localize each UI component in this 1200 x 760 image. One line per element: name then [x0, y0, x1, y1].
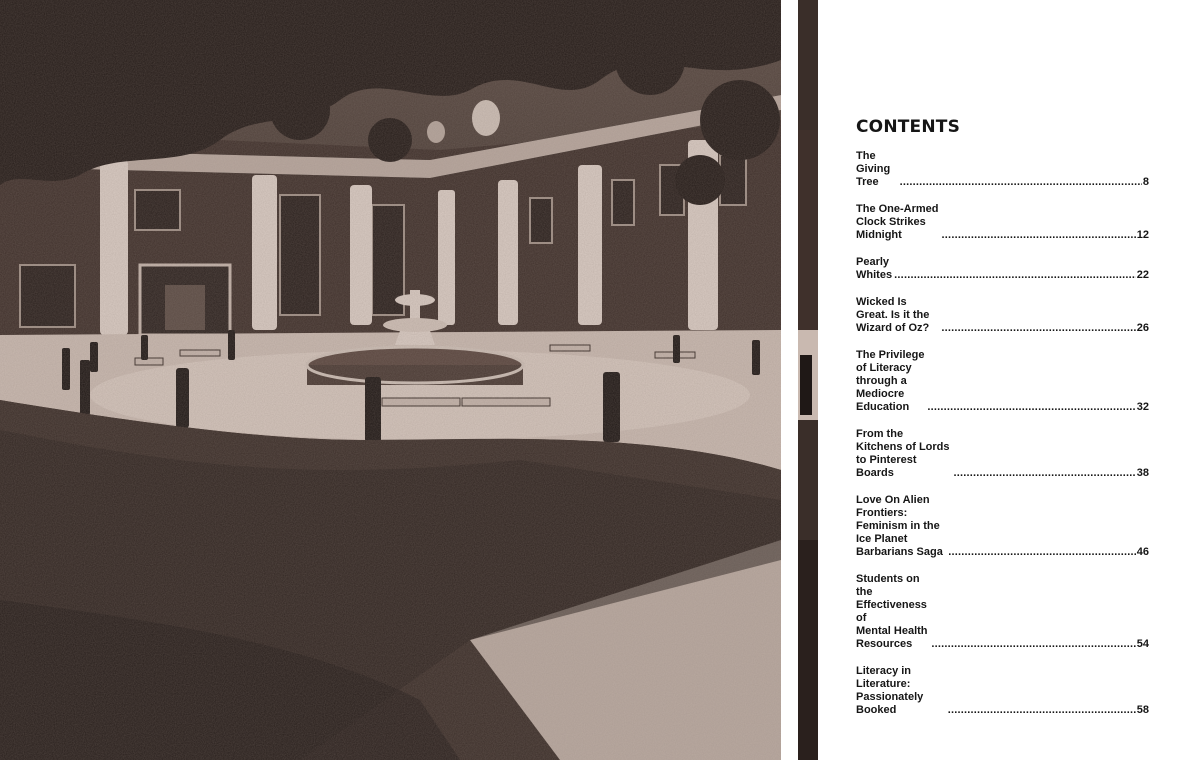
- contents-heading: CONTENTS: [856, 117, 961, 137]
- toc-entry[interactable]: [856, 573, 1149, 651]
- dot-leader: [927, 401, 1135, 414]
- toc-entry[interactable]: [856, 203, 1149, 242]
- toc-entry-title: Love On Alien Frontiers: Feminism in the Ice Planet Barbarians Saga: [856, 494, 943, 558]
- toc-entry-title: Students on the Effectiveness of Mental Health Resources: [856, 573, 928, 650]
- toc-entry-page: 26: [1136, 322, 1149, 334]
- toc-entry-title: The Giving Tree: [856, 150, 891, 188]
- toc-entry-page: 54: [1136, 638, 1149, 650]
- dot-leader: [948, 546, 1136, 559]
- toc-entry-title: The One-Armed Clock Strikes Midnight: [856, 203, 939, 241]
- photo-spread-edge: [798, 0, 818, 760]
- toc-entry-page: 22: [1136, 269, 1149, 281]
- toc-entry[interactable]: [856, 296, 1149, 335]
- toc-entry-title: Literacy in Literature: Passionately Booked: [856, 665, 924, 716]
- toc-entry[interactable]: [856, 150, 1149, 189]
- toc-entry-title: The Privilege of Literacy through a Mediocre Education: [856, 349, 925, 413]
- dot-leader: [948, 704, 1136, 717]
- toc-entry[interactable]: [856, 494, 1149, 559]
- dot-leader: [900, 176, 1142, 189]
- table-of-contents: [856, 117, 1156, 731]
- toc-entry-page: 8: [1142, 176, 1149, 188]
- toc-entry-title: Pearly Whites: [856, 256, 893, 281]
- photo-spread-edge-illustration: [798, 0, 818, 760]
- toc-entry-page: 46: [1136, 546, 1149, 558]
- dot-leader: [894, 269, 1136, 282]
- toc-entry-page: 38: [1136, 467, 1149, 479]
- dot-leader: [941, 322, 1135, 335]
- toc-entry[interactable]: [856, 349, 1149, 414]
- toc-entry-title: From the Kitchens of Lords to Pinterest Boards: [856, 428, 950, 479]
- dot-leader: [942, 229, 1136, 242]
- toc-entry-page: 32: [1136, 401, 1149, 413]
- contents-list: [856, 150, 1156, 717]
- toc-entry[interactable]: [856, 256, 1149, 282]
- toc-entry-page: 12: [1136, 229, 1149, 241]
- toc-entry[interactable]: [856, 665, 1149, 717]
- toc-entry-page: 58: [1136, 704, 1149, 716]
- toc-entry-title: Wicked Is Great. Is it the Wizard of Oz?: [856, 296, 930, 334]
- dot-leader: [953, 467, 1135, 480]
- dot-leader: [931, 638, 1135, 651]
- toc-entry[interactable]: [856, 428, 1149, 480]
